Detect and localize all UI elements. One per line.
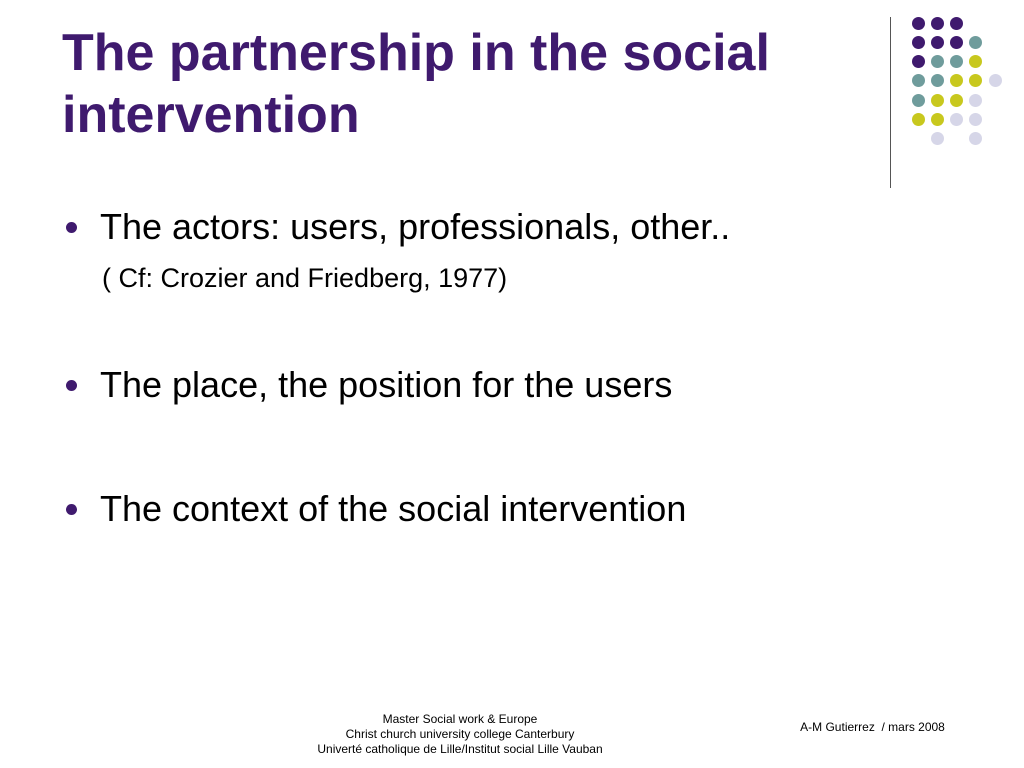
footer-line: Univerté catholique de Lille/Institut social Lille Vauban [317, 742, 603, 756]
decorative-dot [989, 74, 1002, 87]
decorative-dot [950, 113, 963, 126]
decorative-dot [969, 74, 982, 87]
vertical-divider [890, 17, 891, 188]
decorative-dot [912, 74, 925, 87]
slide-title [62, 22, 862, 146]
decorative-dot [969, 113, 982, 126]
bullet-text: The context of the social intervention [100, 488, 687, 529]
decorative-dot [950, 36, 963, 49]
decorative-dot [969, 55, 982, 68]
decorative-dot [950, 94, 963, 107]
bullet-text: The place, the position for the users [100, 364, 673, 405]
decorative-dot [969, 36, 982, 49]
decorative-dot [969, 94, 982, 107]
decorative-dot [912, 36, 925, 49]
bullet-citation: ( Cf: Crozier and Friedberg, 1977) [102, 263, 508, 293]
footer-author-date: A-M Gutierrez / mars 2008 [800, 720, 945, 734]
decorative-dot [931, 74, 944, 87]
footer-institution [250, 712, 670, 757]
bullet-text: The actors: users, professionals, other.. [100, 206, 731, 247]
decorative-dot [931, 17, 944, 30]
slide-title-line-1: The partnership in the social [62, 24, 770, 82]
footer-line: Master Social work & Europe [382, 712, 538, 726]
bullet-icon [66, 504, 77, 515]
decorative-dot [950, 55, 963, 68]
decorative-dot [912, 113, 925, 126]
bullet-icon [66, 222, 77, 233]
decorative-dot [912, 94, 925, 107]
decorative-dot [931, 132, 944, 145]
decorative-dot [931, 94, 944, 107]
footer-line: Christ church university college Canterbury [345, 727, 575, 741]
decorative-dot [931, 55, 944, 68]
decorative-dot [969, 132, 982, 145]
bullet-icon [66, 380, 77, 391]
decorative-dot [950, 74, 963, 87]
decorative-dot [931, 113, 944, 126]
slide-title-line-2: intervention [62, 86, 360, 144]
decorative-dot [912, 17, 925, 30]
decorative-dot [912, 55, 925, 68]
decorative-dot [931, 36, 944, 49]
decorative-dot [950, 17, 963, 30]
